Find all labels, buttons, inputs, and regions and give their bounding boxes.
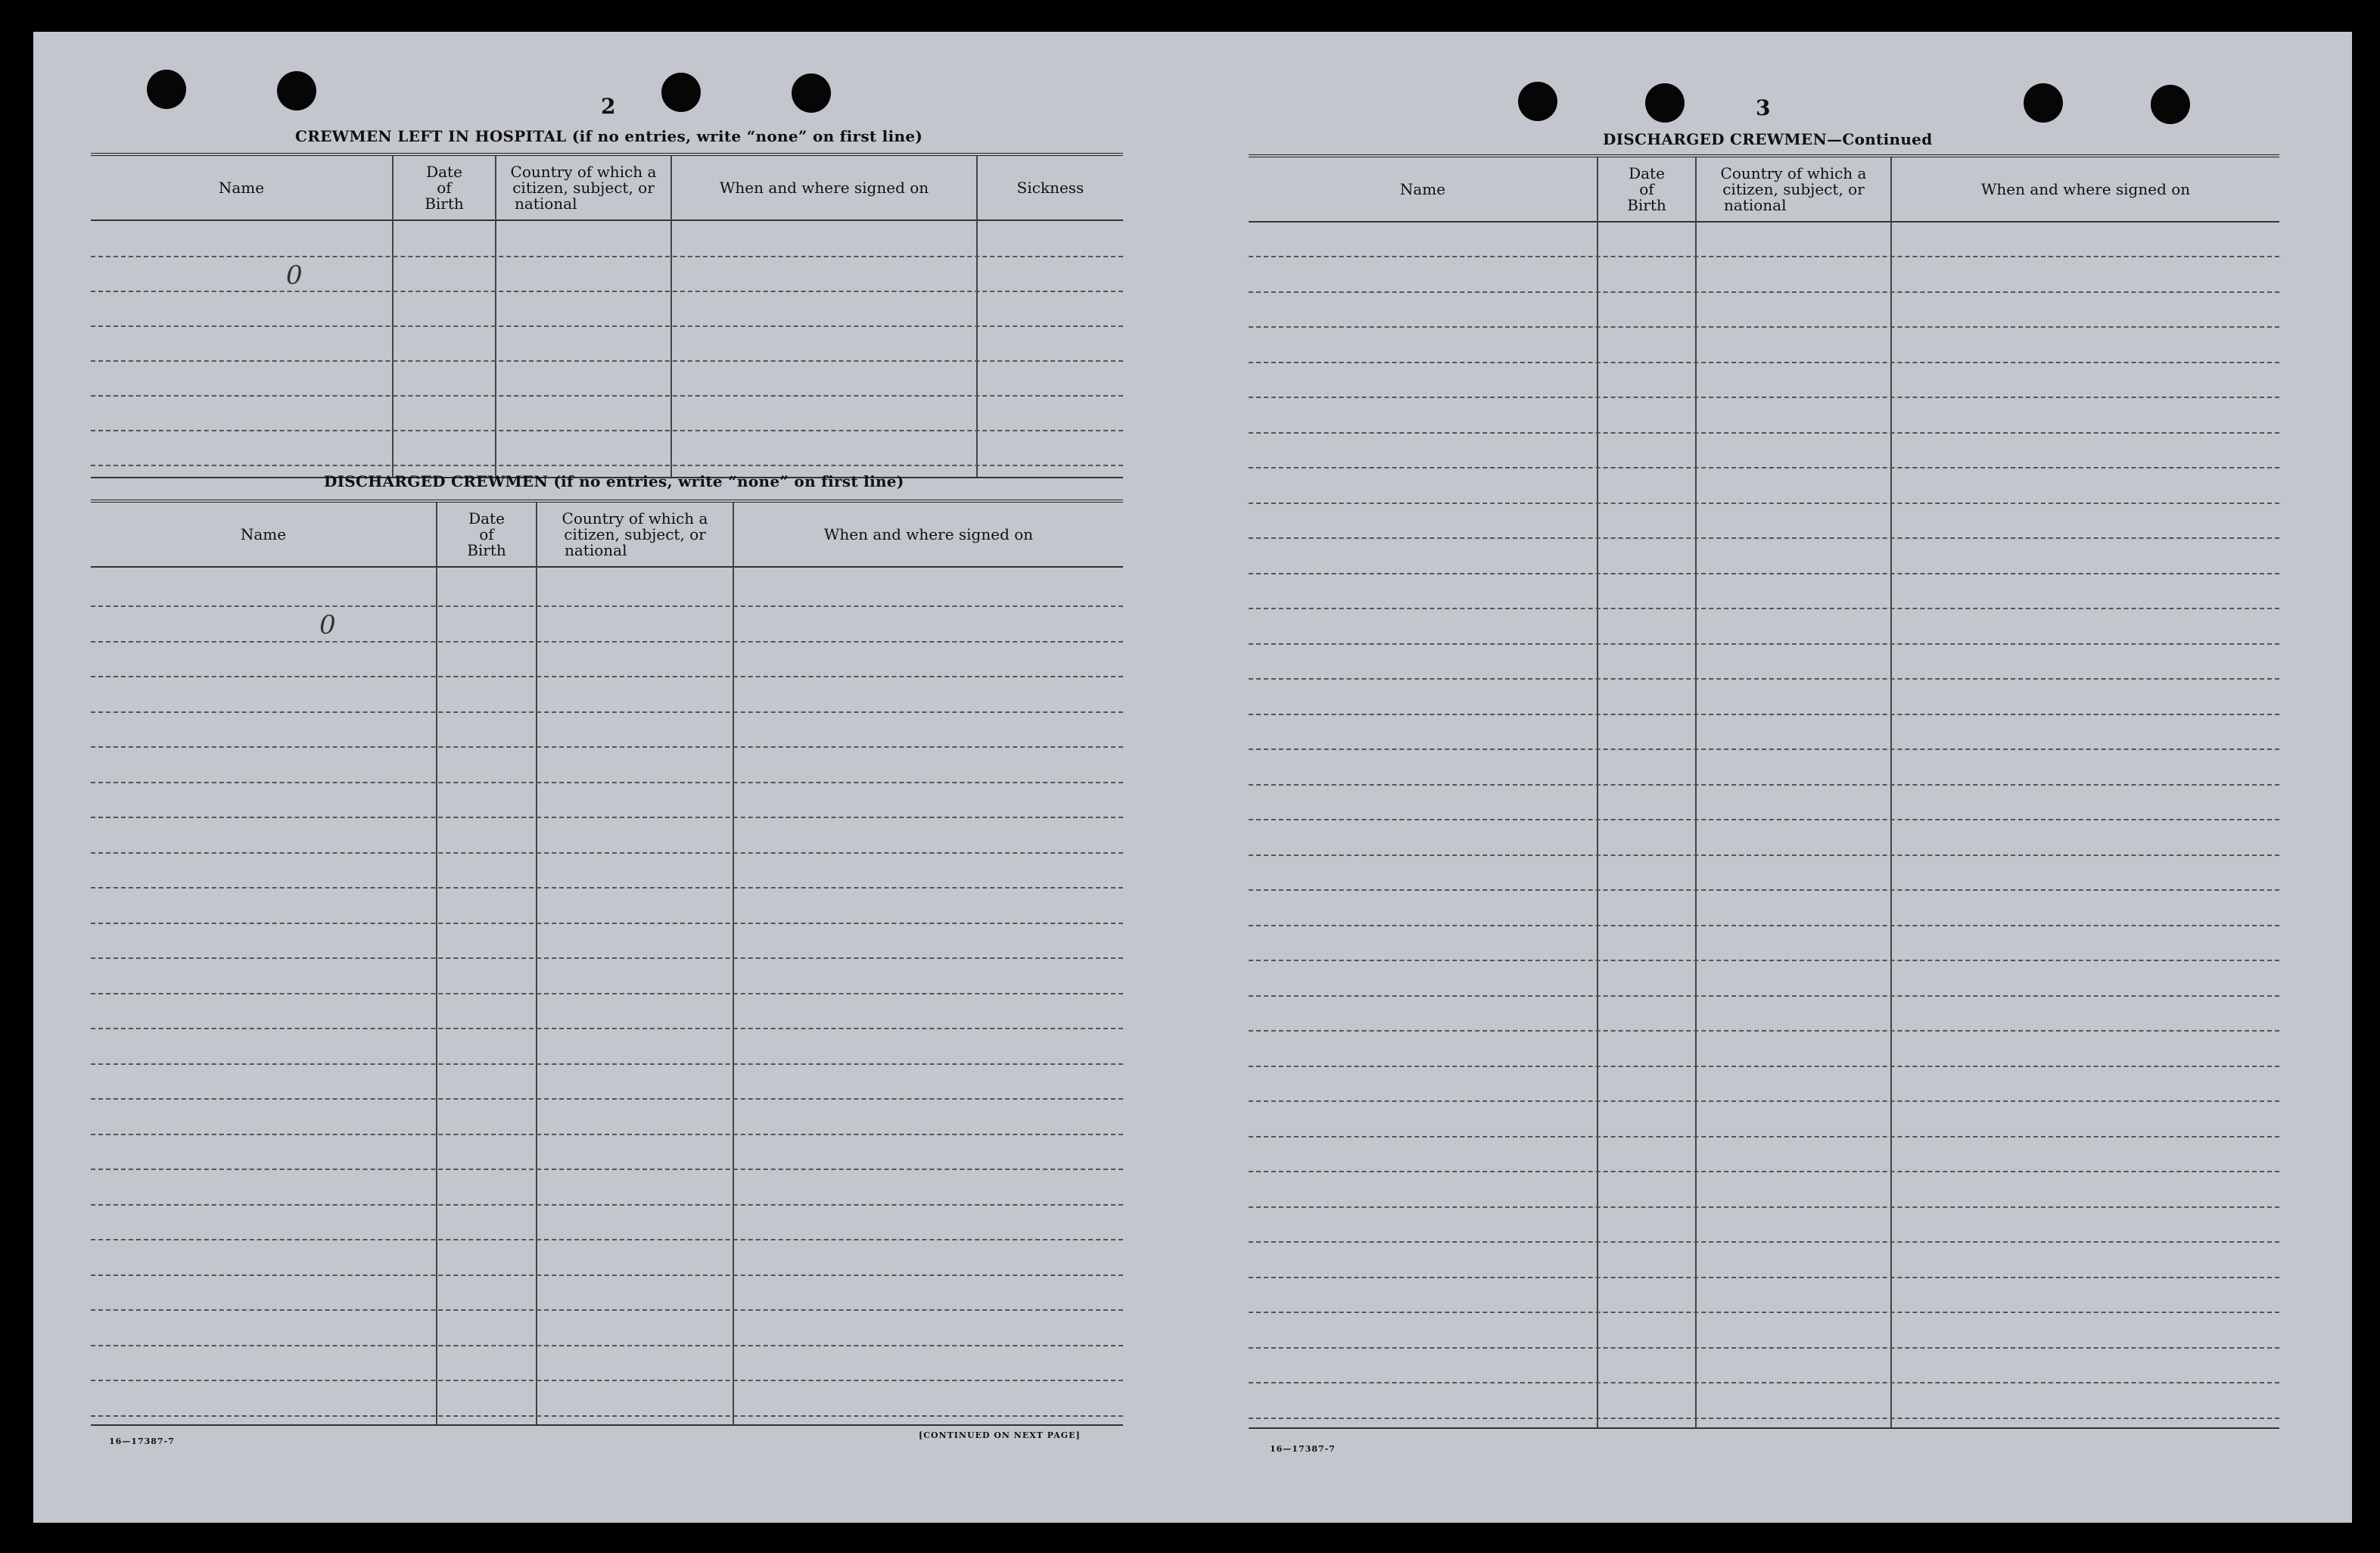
ruled-row-line [1249,1136,2279,1138]
ruled-row-line [1249,503,2279,504]
col-name: Name [240,524,287,543]
ruled-row-line [91,325,1123,327]
ruled-row-line [91,782,1123,783]
ruled-row-line [1249,326,2279,328]
col-dob-line2: of [479,524,494,543]
ruled-row-line [91,1380,1123,1381]
ruled-row-line [91,993,1123,994]
ruled-row-line [91,1345,1123,1346]
ruled-row-line [91,923,1123,924]
form-code-right: 16—17387-7 [1270,1444,1336,1454]
ruled-row-line [91,746,1123,748]
col-dob [1598,157,1695,221]
document-sheet [33,32,2352,1523]
col-dob [437,503,536,566]
col-signed: When and where signed on [1980,179,2191,198]
ruled-row-line [91,256,1123,257]
table-bottom-rule [1249,1427,2279,1429]
ruled-row-line [91,465,1123,466]
ruled-row-line [1249,537,2279,539]
ruled-row-line [1249,1347,2279,1349]
ruled-row-line [91,1274,1123,1276]
discharged-title-text: DISCHARGED CREWMEN [324,472,549,490]
column-divider [1597,157,1598,1427]
ruled-row-line [1249,291,2279,293]
ruled-row-line [1249,1312,2279,1313]
page-number-left: 2 [601,94,616,119]
ruled-row-line [1249,608,2279,609]
hospital-section-title [295,127,922,145]
col-dob-line3: Birth [467,540,506,559]
page-number-right: 3 [1756,95,1771,120]
hospital-title-text: CREWMEN LEFT IN HOSPITAL [295,127,567,145]
column-divider [392,156,394,477]
discharged-continued-title [1603,130,1932,148]
form-code-left: 16—17387-7 [109,1436,175,1446]
ruled-row-line [1249,643,2279,645]
ruled-row-line [91,887,1123,889]
discharged-title-note: (if no entries, write “none” on first line) [553,472,904,490]
col-dob-line1: Date [1629,163,1665,182]
ruled-row-line [91,291,1123,292]
col-name: Name [218,178,265,197]
ruled-row-line [91,1134,1123,1135]
ruled-row-line [1249,362,2279,363]
ruled-row-line [1249,714,2279,715]
ruled-row-line [1249,925,2279,926]
ruled-row-line [1249,432,2279,434]
hospital-table [91,153,1123,477]
ruled-row-line [91,395,1123,397]
col-country-line2: citizen, subject, or [1722,179,1865,198]
col-dob [394,156,495,219]
col-country [537,503,733,566]
ruled-row-line [91,1063,1123,1065]
ruled-row-line [91,1415,1123,1417]
punch-hole [277,71,316,110]
col-country-line2: citizen, subject, or [564,524,706,543]
col-country-line1: Country of which a [1720,163,1867,182]
col-signed: When and where signed on [719,178,929,197]
ruled-row-line [1249,1382,2279,1383]
ruled-row-line [1249,1206,2279,1208]
continued-title-suffix: —Continued [1827,130,1933,148]
discharged-table [91,500,1123,1424]
col-country-line3: national [1724,195,1787,214]
ruled-row-line [1249,1277,2279,1278]
ruled-row-line [91,852,1123,854]
continued-title-text: DISCHARGED CREWMEN [1603,130,1828,148]
ruled-row-line [1249,467,2279,468]
column-divider [670,156,672,477]
column-divider [1890,157,1892,1427]
col-signed: When and where signed on [823,524,1034,543]
ruled-row-line [91,605,1123,607]
ruled-row-line [1249,573,2279,574]
ruled-row-line [91,817,1123,818]
col-dob-line3: Birth [1627,195,1666,214]
punch-hole [2024,83,2063,123]
punch-hole [1518,82,1557,121]
handwritten-entry: 0 [286,260,303,291]
ruled-row-line [1249,256,2279,257]
ruled-row-line [1249,995,2279,997]
col-sickness: Sickness [1016,178,1084,197]
ruled-row-line [1249,889,2279,891]
punch-hole [1645,83,1685,123]
ruled-row-line [91,1204,1123,1206]
punch-hole [147,70,186,109]
ruled-row-line [91,360,1123,362]
column-divider [495,156,496,477]
col-country [1697,157,1890,221]
discharged-continued-table [1249,154,2279,1427]
continued-note: [CONTINUED ON NEXT PAGE] [919,1430,1081,1440]
table-bottom-rule [91,1424,1123,1426]
ruled-row-line [91,1098,1123,1100]
col-country [496,156,670,219]
punch-hole [792,73,831,113]
ruled-row-line [1249,784,2279,786]
ruled-row-line [1249,960,2279,961]
punch-hole [2151,85,2190,124]
hospital-title-note: (if no entries, write “none” on first line) [571,127,923,145]
ruled-row-line [1249,819,2279,820]
discharged-section-title [324,472,904,490]
ruled-row-line [1249,854,2279,856]
col-country-line3: national [515,194,577,213]
ruled-row-line [1249,397,2279,398]
ruled-row-line [91,641,1123,643]
ruled-row-line [91,1309,1123,1311]
col-country-line2: citizen, subject, or [512,178,655,197]
col-country-line1: Country of which a [562,509,708,528]
ruled-row-line [91,676,1123,677]
punch-hole [661,73,701,112]
column-divider [976,156,978,477]
col-dob-line1: Date [426,162,462,181]
ruled-row-line [1249,1241,2279,1243]
hospital-table-header [91,156,1123,221]
ruled-row-line [1249,1171,2279,1172]
ruled-row-line [91,1239,1123,1240]
ruled-row-line [91,1169,1123,1170]
column-divider [1695,157,1697,1427]
col-dob-line1: Date [468,509,505,528]
col-name: Name [1399,179,1446,198]
ruled-row-line [91,430,1123,431]
col-country-line3: national [565,540,627,559]
ruled-row-line [1249,678,2279,680]
ruled-row-line [1249,1418,2279,1419]
ruled-row-line [91,957,1123,959]
handwritten-entry: 0 [319,610,336,640]
ruled-row-line [91,711,1123,713]
ruled-row-line [1249,1066,2279,1067]
col-dob-line2: of [1639,179,1654,198]
discharged-table-header [91,503,1123,568]
col-country-line1: Country of which a [510,162,657,181]
ruled-row-line [1249,748,2279,750]
col-dob-line3: Birth [425,194,464,213]
continued-table-header [1249,157,2279,223]
ruled-row-line [91,1028,1123,1029]
col-dob-line2: of [437,178,452,197]
ruled-row-line [1249,1030,2279,1032]
ruled-row-line [1249,1100,2279,1102]
